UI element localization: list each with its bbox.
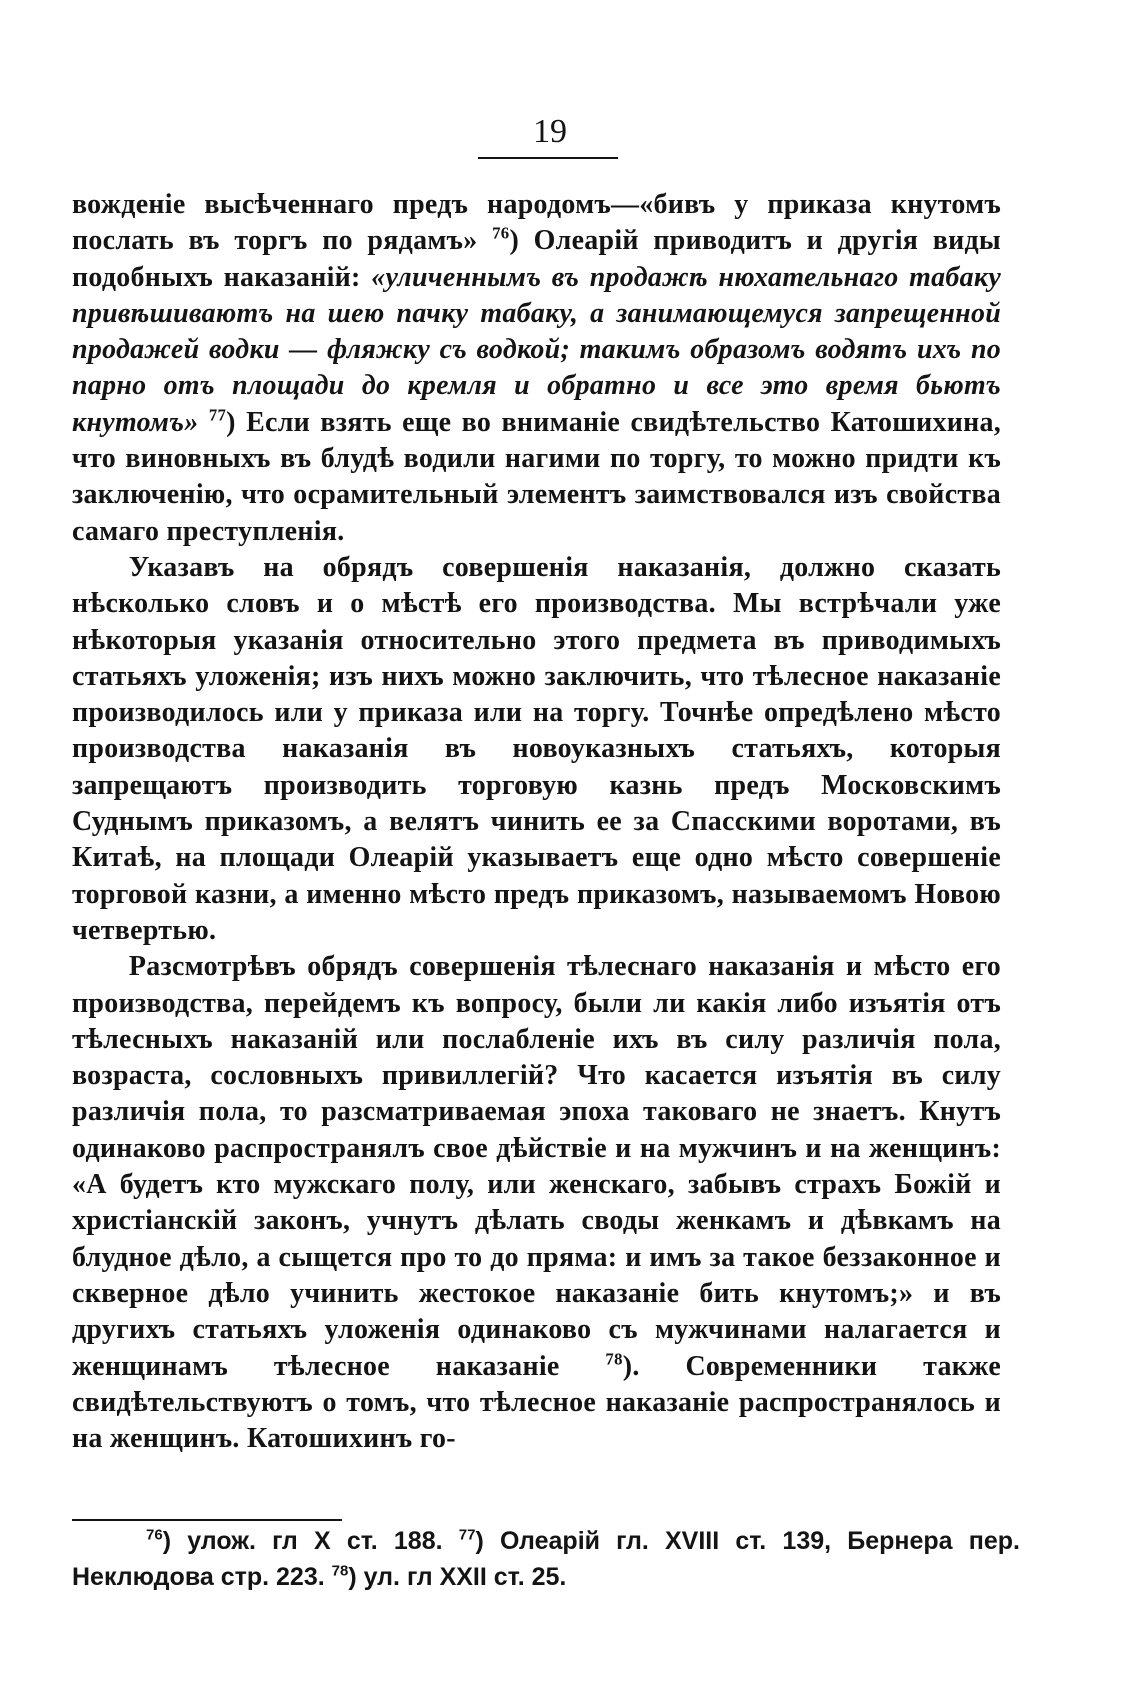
- paragraph-3: [72, 949, 1001, 1457]
- paragraph-3-text-end: ). Современники также свидѣтельствуютъ о томъ, что тѣлесное наказаніе распространялось и на женщинъ. Катошихинъ го-: [72, 1350, 1002, 1455]
- body-text: [72, 187, 1001, 1457]
- paragraph-1-text: вожденіе высѣченнаго предъ народомъ—«бивъ у приказа кнутомъ послать въ торгъ по рядамъ»: [72, 189, 1002, 257]
- footnote-77-marker: 77: [458, 1526, 476, 1544]
- footnote-ref-76: 76: [492, 223, 510, 243]
- paragraph-2: Указавъ на обрядъ совершенія наказанія, должно сказать нѣсколько словъ и о мѣстѣ его производства. Мы встрѣчали уже нѣкоторыя указанія относительно этого предмета въ приводимыхъ статьяхъ уложенія; изъ нихъ можно заключить, что тѣлесное наказаніе производилось или у приказа или на торгу. Точнѣе опредѣлено мѣсто производства наказанія въ новоуказныхъ статьяхъ, которыя запрещаютъ производить торговую казнь предъ Московскимъ Суднымъ приказомъ, а велятъ чинить ее за Спасскими воротами, въ Китаѣ, на площади Олеарій указываетъ еще одно мѣсто совершеніе торговой казни, а именно мѣсто предъ приказомъ, называемомъ Новою четвертью.: [72, 551, 1002, 946]
- footnote-rule: [72, 1519, 342, 1521]
- footnote-76: ) улож. гл Х ст. 188.: [162, 1527, 443, 1555]
- footnote-76-marker: 76: [146, 1526, 163, 1544]
- page-number: 19: [533, 113, 567, 150]
- footnote-77: ) Олеарій гл. XVIII ст. 139, Бернера пер. Неклюдова стр. 223.: [72, 1527, 1020, 1591]
- paragraph-1-text-end: ) Если взять еще во вниманіе свидѣтельство Катошихина, что виновныхъ въ блудѣ водили нагими по торгу, то можно придти къ заключенію, что осрамительный элементъ заимствовался изъ свойства самаго преступленія.: [72, 406, 1002, 547]
- paragraph-1-text-mid: ) Олеарій приводитъ и другія виды подобныхъ наказаній:: [72, 225, 1002, 293]
- olearius-quote: «уличеннымъ въ продажѣ нюхательнаго табаку привѣшиваютъ на шею пачку табаку, а занимающемуся запрещенной продажей водки — фляжку съ водкой; такимъ образомъ водятъ ихъ по парно отъ площади до кремля и обратно и все это время бьютъ кнутомъ»: [72, 261, 1002, 438]
- footnotes: [72, 1523, 1020, 1595]
- footnote-78-marker: 78: [331, 1562, 349, 1580]
- footnote-ref-77: 77: [208, 405, 227, 425]
- paragraph-1: [72, 187, 1001, 550]
- page-number-rule: [478, 157, 618, 159]
- paragraph-3-text: Разсмотрѣвъ обрядъ совершенія тѣлеснаго наказанія и мѣсто его производства, перейдемъ къ вопросу, были ли какія либо изъятія отъ тѣлесныхъ наказаній или послабленіе ихъ въ силу различія пола, возраста, сословныхъ привиллегій? Что касается изъятія въ силу различія пола, то разсматриваемая эпоха таковаго не знаетъ. Кнутъ одинаково распространялъ свое дѣйствіе и на мужчинъ и на женщинъ: «А будетъ кто мужскаго полу, или женскаго, забывъ страхъ Божій и христіанскій законъ, учнутъ дѣлать своды женкамъ и дѣвкамъ на блудное дѣло, а сыщется про то до пряма: и имъ за такое беззаконное и скверное дѣло учинить жестокое наказаніе бить кнутомъ;» и въ другихъ статьяхъ уложенія одинаково съ мужчинами налагается и женщинамъ тѣлесное наказаніе: [72, 951, 1002, 1382]
- footnote-ref-78: 78: [605, 1349, 623, 1368]
- footnote-text: [72, 1523, 1020, 1595]
- footnote-78: ) ул. гл XXII ст. 25.: [348, 1563, 567, 1591]
